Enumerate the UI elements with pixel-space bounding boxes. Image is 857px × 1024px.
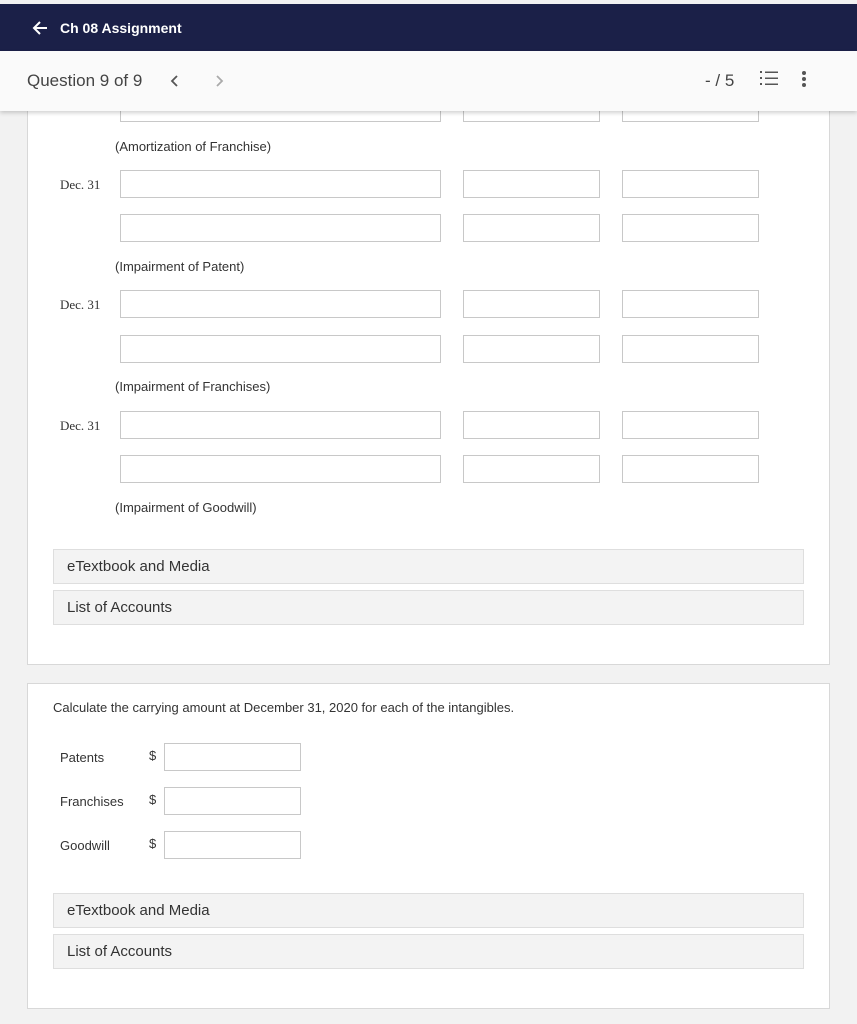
entry-memo: (Impairment of Goodwill) [115, 500, 257, 515]
currency-symbol: $ [149, 748, 157, 763]
debit-input[interactable] [463, 170, 600, 198]
currency-symbol: $ [149, 792, 157, 807]
chevron-left-icon [170, 74, 180, 88]
instruction-text: Calculate the carrying amount at December 31, 2020 for each of the intangibles. [53, 700, 515, 715]
entry-memo: (Impairment of Franchises) [115, 379, 271, 394]
journal-entry-card [27, 100, 830, 665]
goodwill-amount-input[interactable] [164, 831, 301, 859]
top-bar [0, 4, 857, 51]
back-arrow-icon[interactable] [30, 18, 50, 38]
assignment-title[interactable]: Ch 08 Assignment [60, 19, 182, 36]
patents-amount-input[interactable] [164, 743, 301, 771]
account-input[interactable] [120, 455, 441, 483]
row-label-franchises: Franchises [60, 794, 124, 809]
account-input[interactable] [120, 214, 441, 242]
entry-date: Dec. 31 [60, 418, 101, 433]
debit-input[interactable] [463, 290, 600, 318]
previous-question-button[interactable] [164, 70, 186, 92]
currency-symbol: $ [149, 836, 157, 851]
etextbook-media-panel[interactable]: eTextbook and Media [53, 893, 804, 928]
credit-input[interactable] [622, 455, 759, 483]
carrying-amount-card [27, 683, 830, 1009]
list-of-accounts-panel[interactable]: List of Accounts [53, 934, 804, 969]
credit-input[interactable] [622, 335, 759, 363]
account-input[interactable] [120, 290, 441, 318]
account-input[interactable] [120, 335, 441, 363]
debit-input[interactable] [463, 214, 600, 242]
entry-date: Dec. 31 [60, 297, 101, 312]
debit-input[interactable] [463, 335, 600, 363]
entry-memo: (Impairment of Patent) [115, 259, 245, 274]
score: - / 5 [705, 71, 735, 90]
account-input[interactable] [120, 170, 441, 198]
question-list-icon[interactable] [760, 70, 778, 91]
account-input[interactable] [120, 411, 441, 439]
credit-input[interactable] [622, 170, 759, 198]
franchises-amount-input[interactable] [164, 787, 301, 815]
debit-input[interactable] [463, 455, 600, 483]
entry-memo: (Amortization of Franchise) [115, 139, 272, 154]
more-options-icon[interactable] [801, 70, 807, 93]
chevron-right-icon [214, 74, 224, 88]
credit-input[interactable] [622, 214, 759, 242]
credit-input[interactable] [622, 290, 759, 318]
credit-input[interactable] [622, 411, 759, 439]
next-question-button[interactable] [208, 70, 230, 92]
entry-date: Dec. 31 [60, 177, 101, 192]
question-label: Question 9 of 9 [27, 71, 143, 90]
row-label-patents: Patents [60, 750, 105, 765]
debit-input[interactable] [463, 411, 600, 439]
etextbook-media-panel[interactable]: eTextbook and Media [53, 549, 804, 584]
list-of-accounts-panel[interactable]: List of Accounts [53, 590, 804, 625]
question-bar [0, 51, 857, 111]
row-label-goodwill: Goodwill [60, 838, 110, 853]
